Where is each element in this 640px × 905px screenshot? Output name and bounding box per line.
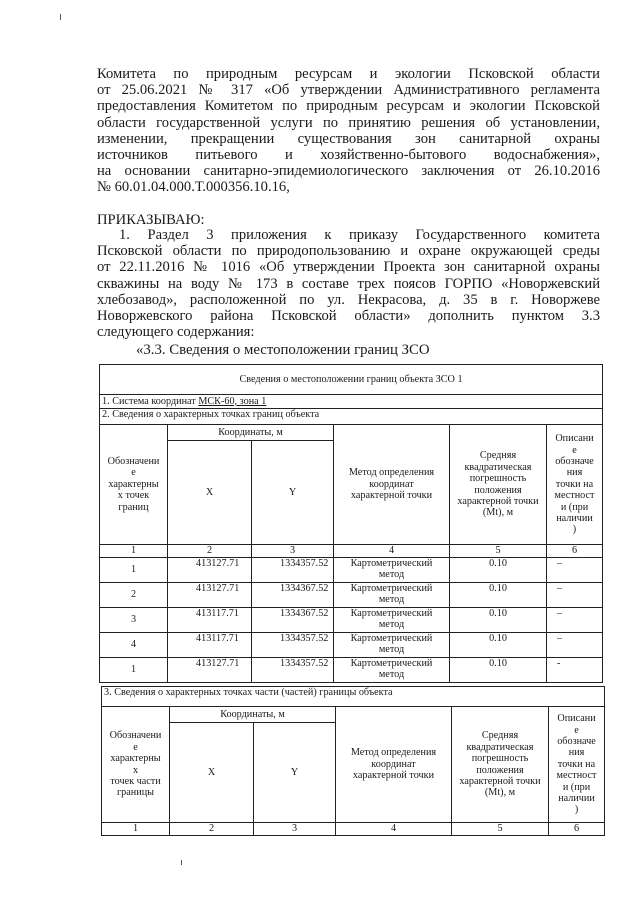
- text-line: Псковской области по природопользованию и охране окружающей среды: [97, 243, 600, 260]
- description-value: –: [547, 558, 603, 583]
- error-value: 0.10: [450, 583, 547, 608]
- y-value: 1334357.52: [252, 658, 334, 683]
- x-value: 413127.71: [168, 658, 252, 683]
- y-value: 1334367.52: [252, 608, 334, 633]
- zso-boundary-table: [99, 364, 603, 683]
- header-error: Средняя квадратическая погрешность положения характерной точки (Мt), м: [450, 425, 547, 545]
- description-value: –: [547, 583, 603, 608]
- col-number: 4: [336, 823, 452, 836]
- header-x: X: [168, 441, 252, 545]
- section-1-label: 1. Система координат: [102, 395, 199, 407]
- scan-mark: [60, 14, 61, 20]
- coordinate-system-value: МСК-60, зона 1: [198, 395, 267, 407]
- zso-part-boundary-table: [101, 686, 605, 836]
- point-id: 1: [100, 658, 168, 683]
- point-id: 3: [100, 608, 168, 633]
- col-number: 3: [252, 545, 334, 558]
- point-id: 1: [100, 558, 168, 583]
- text-line: скважины на воду № 173 в составе трех поясов ГОРПО «Новоржевский: [97, 275, 600, 292]
- description-value: -: [547, 658, 603, 683]
- error-value: 0.10: [450, 633, 547, 658]
- table-row: [100, 658, 603, 683]
- x-value: 413127.71: [168, 558, 252, 583]
- header-y: Y: [252, 441, 334, 545]
- point-id: 2: [100, 583, 168, 608]
- section-3-title: 3. Сведения о характерных точках части (частей) границы объекта: [102, 687, 605, 707]
- y-value: 1334367.52: [252, 583, 334, 608]
- text-line: изменении, прекращении существования зон санитарной охраны: [97, 130, 600, 147]
- x-value: 413117.71: [168, 608, 252, 633]
- error-value: 0.10: [450, 558, 547, 583]
- text-line: области государственной услуги по принятию решения об установлении,: [97, 114, 600, 131]
- header-description: Описани е обозначе ния точки на местност и (при наличии ): [549, 707, 605, 823]
- col-number: 6: [547, 545, 603, 558]
- scan-mark: [181, 860, 182, 865]
- y-value: 1334357.52: [252, 633, 334, 658]
- text-line: 1. Раздел 3 приложения к приказу Государственного комитета: [119, 227, 600, 243]
- col-number: 2: [170, 823, 254, 836]
- text-line: источников питьевого и хозяйственно-бытового водоснабжения»,: [97, 147, 600, 164]
- text-line: на основании санитарно-эпидемиологического заключения от 26.10.2016: [97, 163, 600, 180]
- text-line: предоставления Комитетом по природным ресурсам и экологии Псковской: [97, 98, 600, 115]
- table-title: Сведения о местоположении границ объекта ЗСО 1: [100, 365, 603, 395]
- text-line: следующего содержания:: [97, 324, 255, 341]
- point-id: 4: [100, 633, 168, 658]
- x-value: 413127.71: [168, 583, 252, 608]
- method-value: Картометрический метод: [334, 558, 450, 583]
- description-value: –: [547, 608, 603, 633]
- header-designation: Обозначени е характерны х точек границ: [100, 425, 168, 545]
- method-value: Картометрический метод: [334, 583, 450, 608]
- table-row: [100, 633, 603, 658]
- table-row: [100, 558, 603, 583]
- col-number: 6: [549, 823, 605, 836]
- section-subheading: «3.3. Сведения о местоположении границ ЗСО: [136, 342, 430, 358]
- col-number: 3: [254, 823, 336, 836]
- header-designation: Обозначени е характерны х точек части границы: [102, 707, 170, 823]
- col-number: 5: [452, 823, 549, 836]
- text-line: Новоржевского района Псковской области» дополнить пунктом 3.3: [97, 308, 600, 325]
- y-value: 1334357.52: [252, 558, 334, 583]
- error-value: 0.10: [450, 658, 547, 683]
- header-y: Y: [254, 723, 336, 823]
- method-value: Картометрический метод: [334, 633, 450, 658]
- col-number: 1: [102, 823, 170, 836]
- header-error: Средняя квадратическая погрешность положения характерной точки (Мt), м: [452, 707, 549, 823]
- method-value: Картометрический метод: [334, 658, 450, 683]
- col-number: 5: [450, 545, 547, 558]
- header-description: Описани е обозначе ния точки на местност и (при наличии ): [547, 425, 603, 545]
- preamble-paragraph: [97, 66, 600, 196]
- text-line: Комитета по природным ресурсам и экологии Псковской области: [97, 66, 600, 82]
- col-number: 2: [168, 545, 252, 558]
- header-coordinates: Координаты, м: [168, 425, 334, 441]
- text-line: № 60.01.04.000.Т.000356.10.16,: [97, 179, 290, 196]
- table-row: [100, 583, 603, 608]
- header-x: X: [170, 723, 254, 823]
- text-line: хлебозавод», расположенной по ул. Некрасова, д. 35 в г. Новоржеве: [97, 291, 600, 308]
- col-number: 1: [100, 545, 168, 558]
- x-value: 413117.71: [168, 633, 252, 658]
- order-paragraph: [97, 227, 600, 340]
- table-row: [100, 608, 603, 633]
- header-method: Метод определения координат характерной точки: [334, 425, 450, 545]
- error-value: 0.10: [450, 608, 547, 633]
- text-line: от 22.11.2016 № 1016 «Об утверждении Проекта зон санитарной охраны: [97, 259, 600, 276]
- section-2-title: 2. Сведения о характерных точках границ объекта: [100, 409, 603, 425]
- header-method: Метод определения координат характерной точки: [336, 707, 452, 823]
- text-line: от 25.06.2021 № 317 «Об утверждении Административного регламента: [97, 82, 600, 99]
- section-1-row: [100, 395, 603, 409]
- header-coordinates: Координаты, м: [170, 707, 336, 723]
- method-value: Картометрический метод: [334, 608, 450, 633]
- description-value: –: [547, 633, 603, 658]
- col-number: 4: [334, 545, 450, 558]
- order-word: ПРИКАЗЫВАЮ:: [97, 212, 205, 228]
